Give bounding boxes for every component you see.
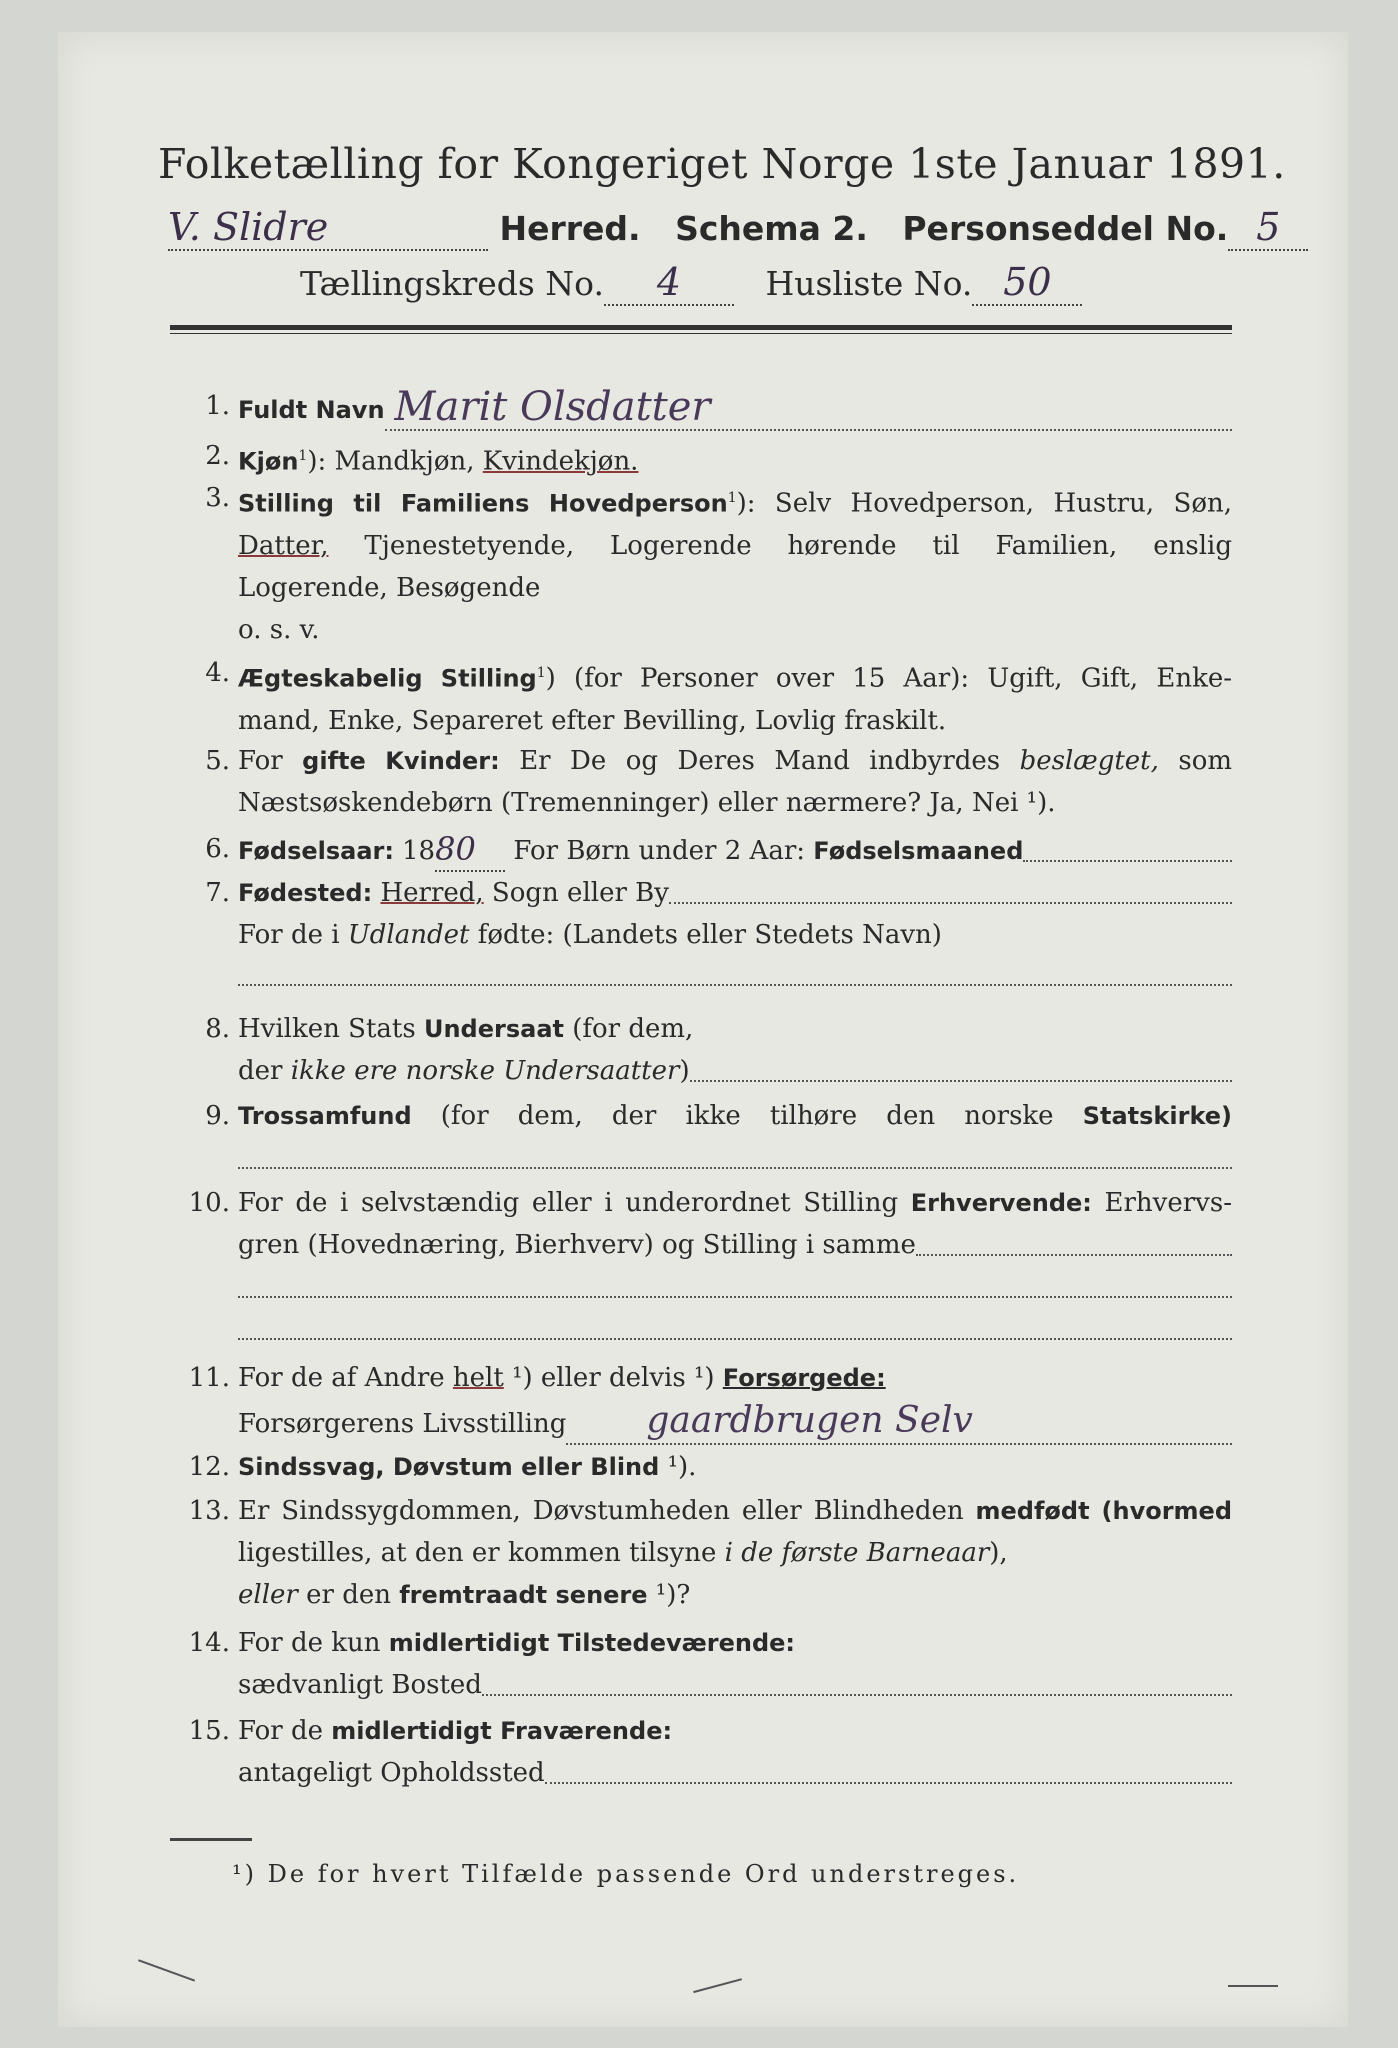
item-text: (for dem, der ikke tilhøre den norske	[411, 1101, 1083, 1131]
item-text: ¹) eller delvis ¹)	[503, 1363, 723, 1393]
item-number: 15.	[188, 1716, 230, 1746]
item-label: Ægteskabelig Stilling	[238, 664, 537, 693]
item-text: For de	[238, 1716, 332, 1746]
item-text: der	[238, 1056, 291, 1086]
kreds-label: Tællingskreds No.	[300, 264, 604, 303]
birth-year-prefix: 18	[402, 836, 436, 866]
item-label: fremtraadt senere	[399, 1581, 648, 1609]
item-text: )	[679, 1056, 690, 1086]
item-italic: Udlandet	[347, 920, 470, 950]
item-number: 5.	[205, 746, 230, 776]
husliste-value: 50	[972, 260, 1082, 306]
fill-line	[669, 902, 1232, 904]
item-number: 2.	[205, 441, 230, 471]
item-text: For	[238, 746, 303, 776]
item-number: 7.	[205, 878, 230, 908]
item-text: sædvanligt Bosted	[238, 1670, 482, 1700]
header-line-herred	[168, 205, 1281, 251]
item-number: 1.	[205, 391, 230, 421]
item-label: Stilling til Familiens Hovedperson	[238, 489, 728, 518]
fill-line	[690, 1080, 1232, 1082]
item-text: ): Selv Hovedperson, Hustru, Søn,	[736, 488, 1232, 519]
personseddel-value: 5	[1228, 205, 1308, 251]
herred-label: Herred.	[499, 209, 641, 248]
footnote-marker: 1	[727, 490, 737, 506]
item-label: Fuldt Navn	[238, 396, 385, 424]
fill-line	[238, 1137, 1232, 1169]
item-text: (for dem,	[563, 1014, 694, 1044]
header-rule	[170, 325, 1232, 334]
item-label: Fødselsmaaned	[813, 837, 1024, 865]
header-line-kreds	[300, 260, 1082, 306]
item-text: ligestilles, at den er kommen tilsyne	[238, 1538, 725, 1568]
item-italic: i de første Barneaar	[724, 1538, 990, 1568]
item-text: Tjenestetyende, Logerende hørende til Familien, enslig	[328, 530, 1232, 561]
item-label: Fødselsaar:	[238, 837, 394, 865]
item-label: Fødested:	[238, 879, 373, 907]
item-number: 14.	[188, 1628, 230, 1658]
item-text: o. s. v.	[238, 614, 320, 645]
item-italic: beslægtet,	[1019, 746, 1159, 776]
item-label: Erhvervende:	[910, 1189, 1092, 1217]
item-text: antageligt Opholdssted	[238, 1758, 545, 1788]
full-name-value: Marit Olsdatter	[385, 385, 1232, 431]
item-italic: ikke ere norske Undersaatter	[290, 1056, 680, 1086]
item-number: 12.	[188, 1452, 230, 1482]
item-text: Næstsøskendebørn (Tremenninger) eller nærmere? Ja, Nei ¹).	[238, 788, 1056, 818]
item-number: 10.	[188, 1188, 230, 1218]
item-text: ),	[989, 1538, 1008, 1568]
herred-value: V. Slidre	[168, 205, 488, 251]
item-text: For de i	[238, 920, 348, 950]
item-text: fødte: (Landets eller Stedets Navn)	[469, 920, 942, 950]
schema-label: Schema 2.	[675, 209, 868, 248]
item-text: Forsørgerens Livsstilling	[238, 1409, 567, 1439]
item-text: ) (for Personer over 15 Aar): Ugift, Gift, Enke-	[545, 663, 1232, 694]
item-text: ¹)?	[647, 1580, 691, 1610]
item-text: For de kun	[238, 1628, 389, 1658]
item-number: 6.	[205, 834, 230, 864]
form-title: Folketælling for Kongeriget Norge 1ste Januar 1891.	[158, 140, 1286, 188]
fill-line	[916, 1254, 1232, 1256]
fill-line	[1023, 860, 1232, 862]
item-text: For de af Andre	[238, 1363, 453, 1393]
item-number: 8.	[205, 1014, 230, 1044]
husliste-label: Husliste No.	[765, 264, 973, 303]
fill-line	[238, 1298, 1232, 1340]
kreds-value: 4	[604, 260, 734, 306]
corner-mark-right	[1228, 1965, 1278, 1987]
item-text: ): Mandkjøn,	[307, 446, 483, 477]
footnote-marker: 1	[536, 665, 546, 681]
item-number: 3.	[205, 483, 230, 513]
item-label: Undersaat	[423, 1015, 564, 1043]
provider-occupation-value: gaardbrugen Selv	[566, 1399, 1232, 1445]
underlined-choice: Herred,	[380, 878, 484, 908]
item-text: For de i selvstændig eller i underordnet Stilling	[238, 1188, 911, 1218]
item-label: Sindssvag, Døvstum eller Blind	[238, 1453, 660, 1481]
underlined-choice: Kvindekjøn.	[482, 446, 639, 477]
item-label: Statskirke)	[1082, 1102, 1232, 1130]
item-text: Er De og Deres Mand indbyrdes	[499, 746, 1020, 776]
item-text: er den	[297, 1580, 400, 1610]
item-text: Sogn eller By	[483, 878, 669, 908]
fill-line	[545, 1782, 1232, 1784]
item-text: Logerende, Besøgende	[238, 572, 541, 603]
item-text: Hvilken Stats	[238, 1014, 424, 1044]
item-text: gren (Hovednæring, Bierhverv) og Stilling i samme	[238, 1230, 916, 1260]
item-text: mand, Enke, Separeret efter Bevilling, Lovlig fraskilt.	[238, 705, 947, 736]
item-italic: eller	[238, 1580, 298, 1610]
item-text: som	[1158, 746, 1233, 776]
footnote-marker: 1	[298, 448, 308, 464]
fill-line	[238, 1266, 1232, 1298]
item-number: 9.	[205, 1101, 230, 1131]
footnote-divider	[170, 1838, 252, 1841]
fill-line	[482, 1694, 1232, 1696]
item-number: 13.	[188, 1496, 230, 1526]
item-text: Erhvervs-	[1091, 1188, 1232, 1218]
item-label: Trossamfund	[238, 1102, 412, 1130]
item-label: midlertidigt Tilstedeværende:	[388, 1629, 796, 1657]
item-label: midlertidigt Fraværende:	[331, 1717, 673, 1745]
fill-line	[238, 956, 1232, 986]
item-text: Er Sindssygdommen, Døvstumheden eller Blindheden	[238, 1496, 976, 1526]
underlined-choice: Datter,	[238, 530, 329, 561]
item-label: gifte Kvinder:	[302, 747, 500, 775]
item-label: medfødt (hvormed	[975, 1497, 1233, 1525]
item-text: For Børn under 2 Aar:	[505, 836, 814, 866]
item-number: 4.	[205, 658, 230, 688]
item-label: Forsørgede:	[722, 1364, 886, 1392]
underlined-choice: helt	[452, 1363, 504, 1393]
footnote: ¹) De for hvert Tilfælde passende Ord understreges.	[232, 1860, 1020, 1888]
personseddel-label: Personseddel No.	[902, 209, 1229, 248]
birth-year-value: 80	[435, 828, 505, 872]
item-label: Kjøn	[238, 447, 299, 476]
item-number: 11.	[188, 1363, 230, 1393]
item-text: ¹).	[659, 1452, 697, 1482]
